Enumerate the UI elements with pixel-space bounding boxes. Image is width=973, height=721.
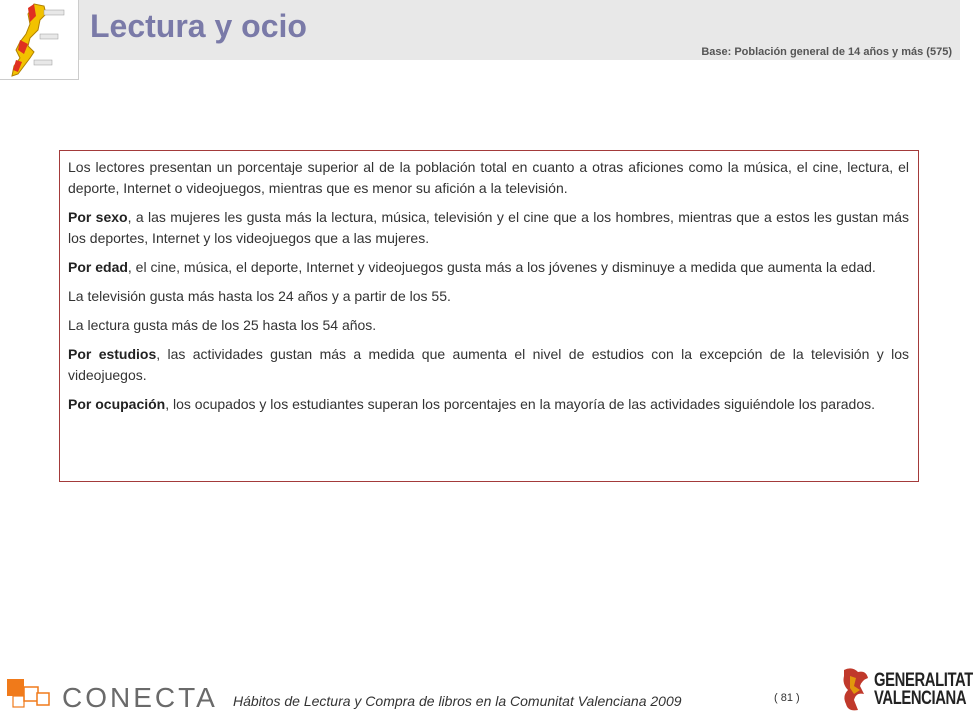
paragraph-sexo [68,207,909,249]
generalitat-emblem-icon [838,666,872,716]
paragraph-text: La lectura gusta más de los 25 hasta los 54 años. [68,317,377,333]
footer-title: Hábitos de Lectura y Compra de libros en la Comunitat Valenciana 2009 [233,693,682,709]
paragraph-ocupacion [68,394,909,415]
valencia-map-icon [0,0,79,80]
paragraph-heading: Por ocupación [68,396,166,412]
paragraph-heading: Por estudios [68,346,157,362]
paragraph-text: Los lectores presentan un porcentaje superior al de la población total en cuanto a otras aficiones como la música, el cine, lectura, el deporte, Internet o videojuegos, mientras que es menor su afición a la televisión. [68,159,909,196]
generalitat-line2: VALENCIANA [874,688,967,709]
paragraph-text: , las actividades gustan más a medida que aumenta el nivel de estudios con la excepción de la televisión y los videojuegos. [68,346,909,383]
generalitat-text [874,672,973,708]
conecta-brand: CONECTA [62,682,218,713]
paragraph-heading: Por edad [68,259,128,275]
paragraph-text: , el cine, música, el deporte, Internet y videojuegos gusta más a los jóvenes y disminuye a medida que aumenta la edad. [127,259,876,275]
paragraph-heading: Por sexo [68,209,128,225]
page-title: Lectura y ocio [90,8,307,44]
paragraph-intro [68,157,909,199]
paragraph-television [68,286,909,307]
paragraph-edad [68,257,909,278]
paragraph-text: , los ocupados y los estudiantes superan los porcentajes en la mayoría de las actividades siguiéndole los parados. [165,396,875,412]
generalitat-logo [838,666,973,718]
base-note: Base: Población general de 14 años y más (575) [701,46,952,58]
conecta-logo-icon [7,679,51,711]
paragraph-lectura [68,315,909,336]
paragraph-text: La televisión gusta más hasta los 24 años y a partir de los 55. [68,288,451,304]
paragraph-estudios [68,344,909,386]
paragraph-text: , a las mujeres les gusta más la lectura, música, televisión y el cine que a los hombres, mientras que a estos les gustan más los deportes, Internet y los videojuegos que a las mujeres. [68,209,909,246]
summary-box [59,150,919,482]
generalitat-line1: GENERALITAT [874,670,973,691]
page-number: ( 81 ) [774,692,800,704]
